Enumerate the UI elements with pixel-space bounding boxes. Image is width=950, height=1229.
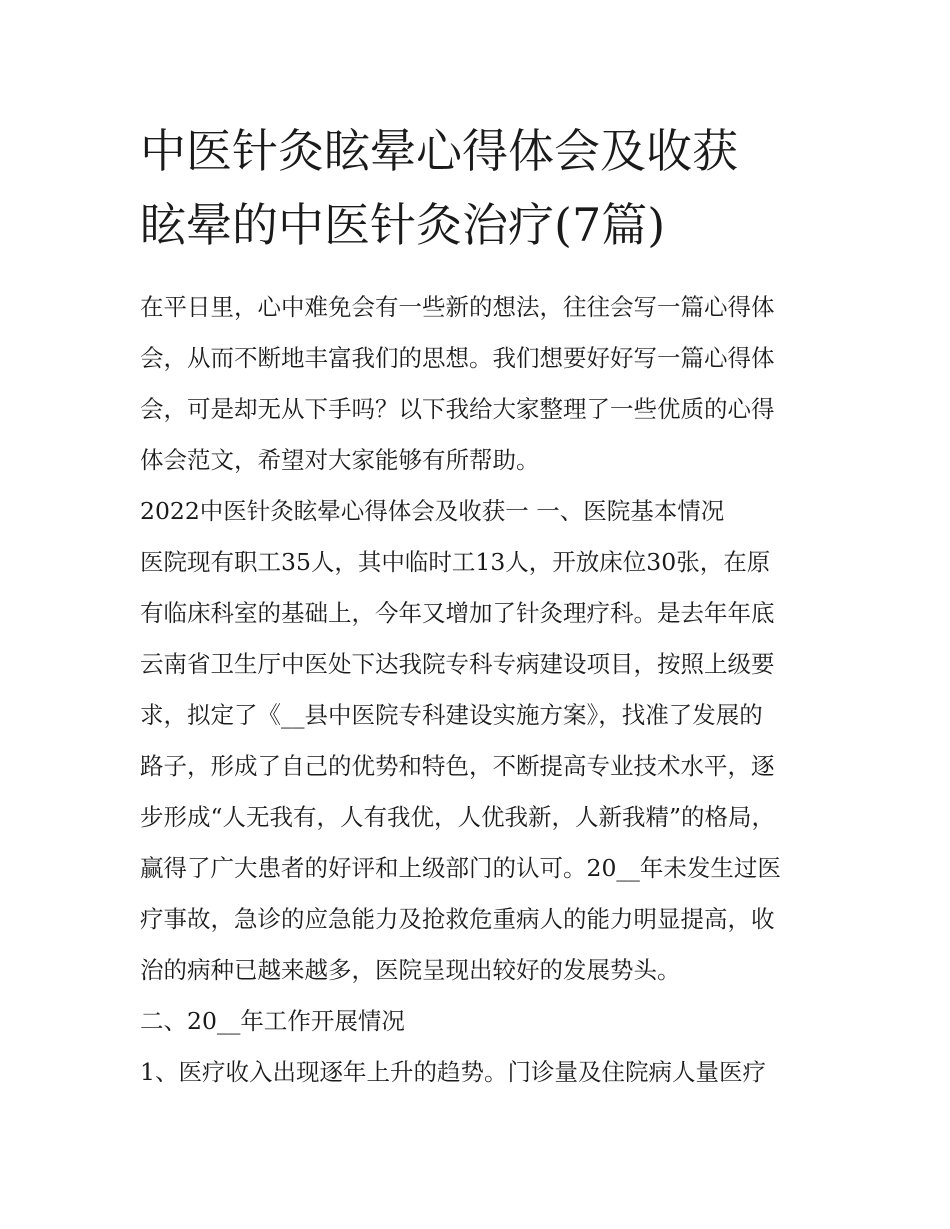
text-line: 会，从而不断地丰富我们的思想。我们想要好好写一篇心得体 <box>140 344 775 372</box>
intro-paragraph <box>140 282 830 486</box>
text-line: 1、医疗收入出现逐年上升的趋势。门诊量及住院病人量医疗 <box>140 1058 766 1086</box>
section-heading <box>140 486 830 537</box>
text-line: 求，拟定了《__县中医院专科建设实施方案》，找准了发展的 <box>140 701 763 729</box>
text-line: 步形成“人无我有，人有我优，人优我新，人新我精”的格局， <box>140 803 776 831</box>
text-line: 在平日里，心中难免会有一些新的想法，往往会写一篇心得体 <box>140 293 775 321</box>
document-body <box>140 282 830 1098</box>
page-title <box>140 114 830 262</box>
text-line: 2022中医针灸眩晕心得体会及收获一 一、医院基本情况 <box>140 497 725 525</box>
text-line: 有临床科室的基础上，今年又增加了针灸理疗科。是去年年底 <box>140 599 775 627</box>
text-line: 路子，形成了自己的优势和特色，不断提高专业技术水平，逐 <box>140 752 775 780</box>
title-line: 中医针灸眩晕心得体会及收获 <box>140 124 738 178</box>
title-line: 眩晕的中医针灸治疗(7篇) <box>140 198 666 252</box>
text-line: 赢得了广大患者的好评和上级部门的认可。20__年未发生过医 <box>140 854 781 882</box>
text-line: 体会范文，希望对大家能够有所帮助。 <box>140 446 540 474</box>
section-heading <box>140 996 830 1047</box>
hospital-info-paragraph <box>140 537 830 996</box>
text-line: 云南省卫生厅中医处下达我院专科专病建设项目，按照上级要 <box>140 650 775 678</box>
text-line: 会，可是却无从下手吗？以下我给大家整理了一些优质的心得 <box>140 395 775 423</box>
text-line: 治的病种已越来越多，医院呈现出较好的发展势头。 <box>140 956 681 984</box>
text-line: 疗事故，急诊的应急能力及抢救危重病人的能力明显提高，收 <box>140 905 775 933</box>
list-item-paragraph <box>140 1047 830 1098</box>
text-line: 二、20__年工作开展情况 <box>140 1007 405 1035</box>
text-line: 医院现有职工35人，其中临时工13人，开放床位30张，在原 <box>140 548 771 576</box>
